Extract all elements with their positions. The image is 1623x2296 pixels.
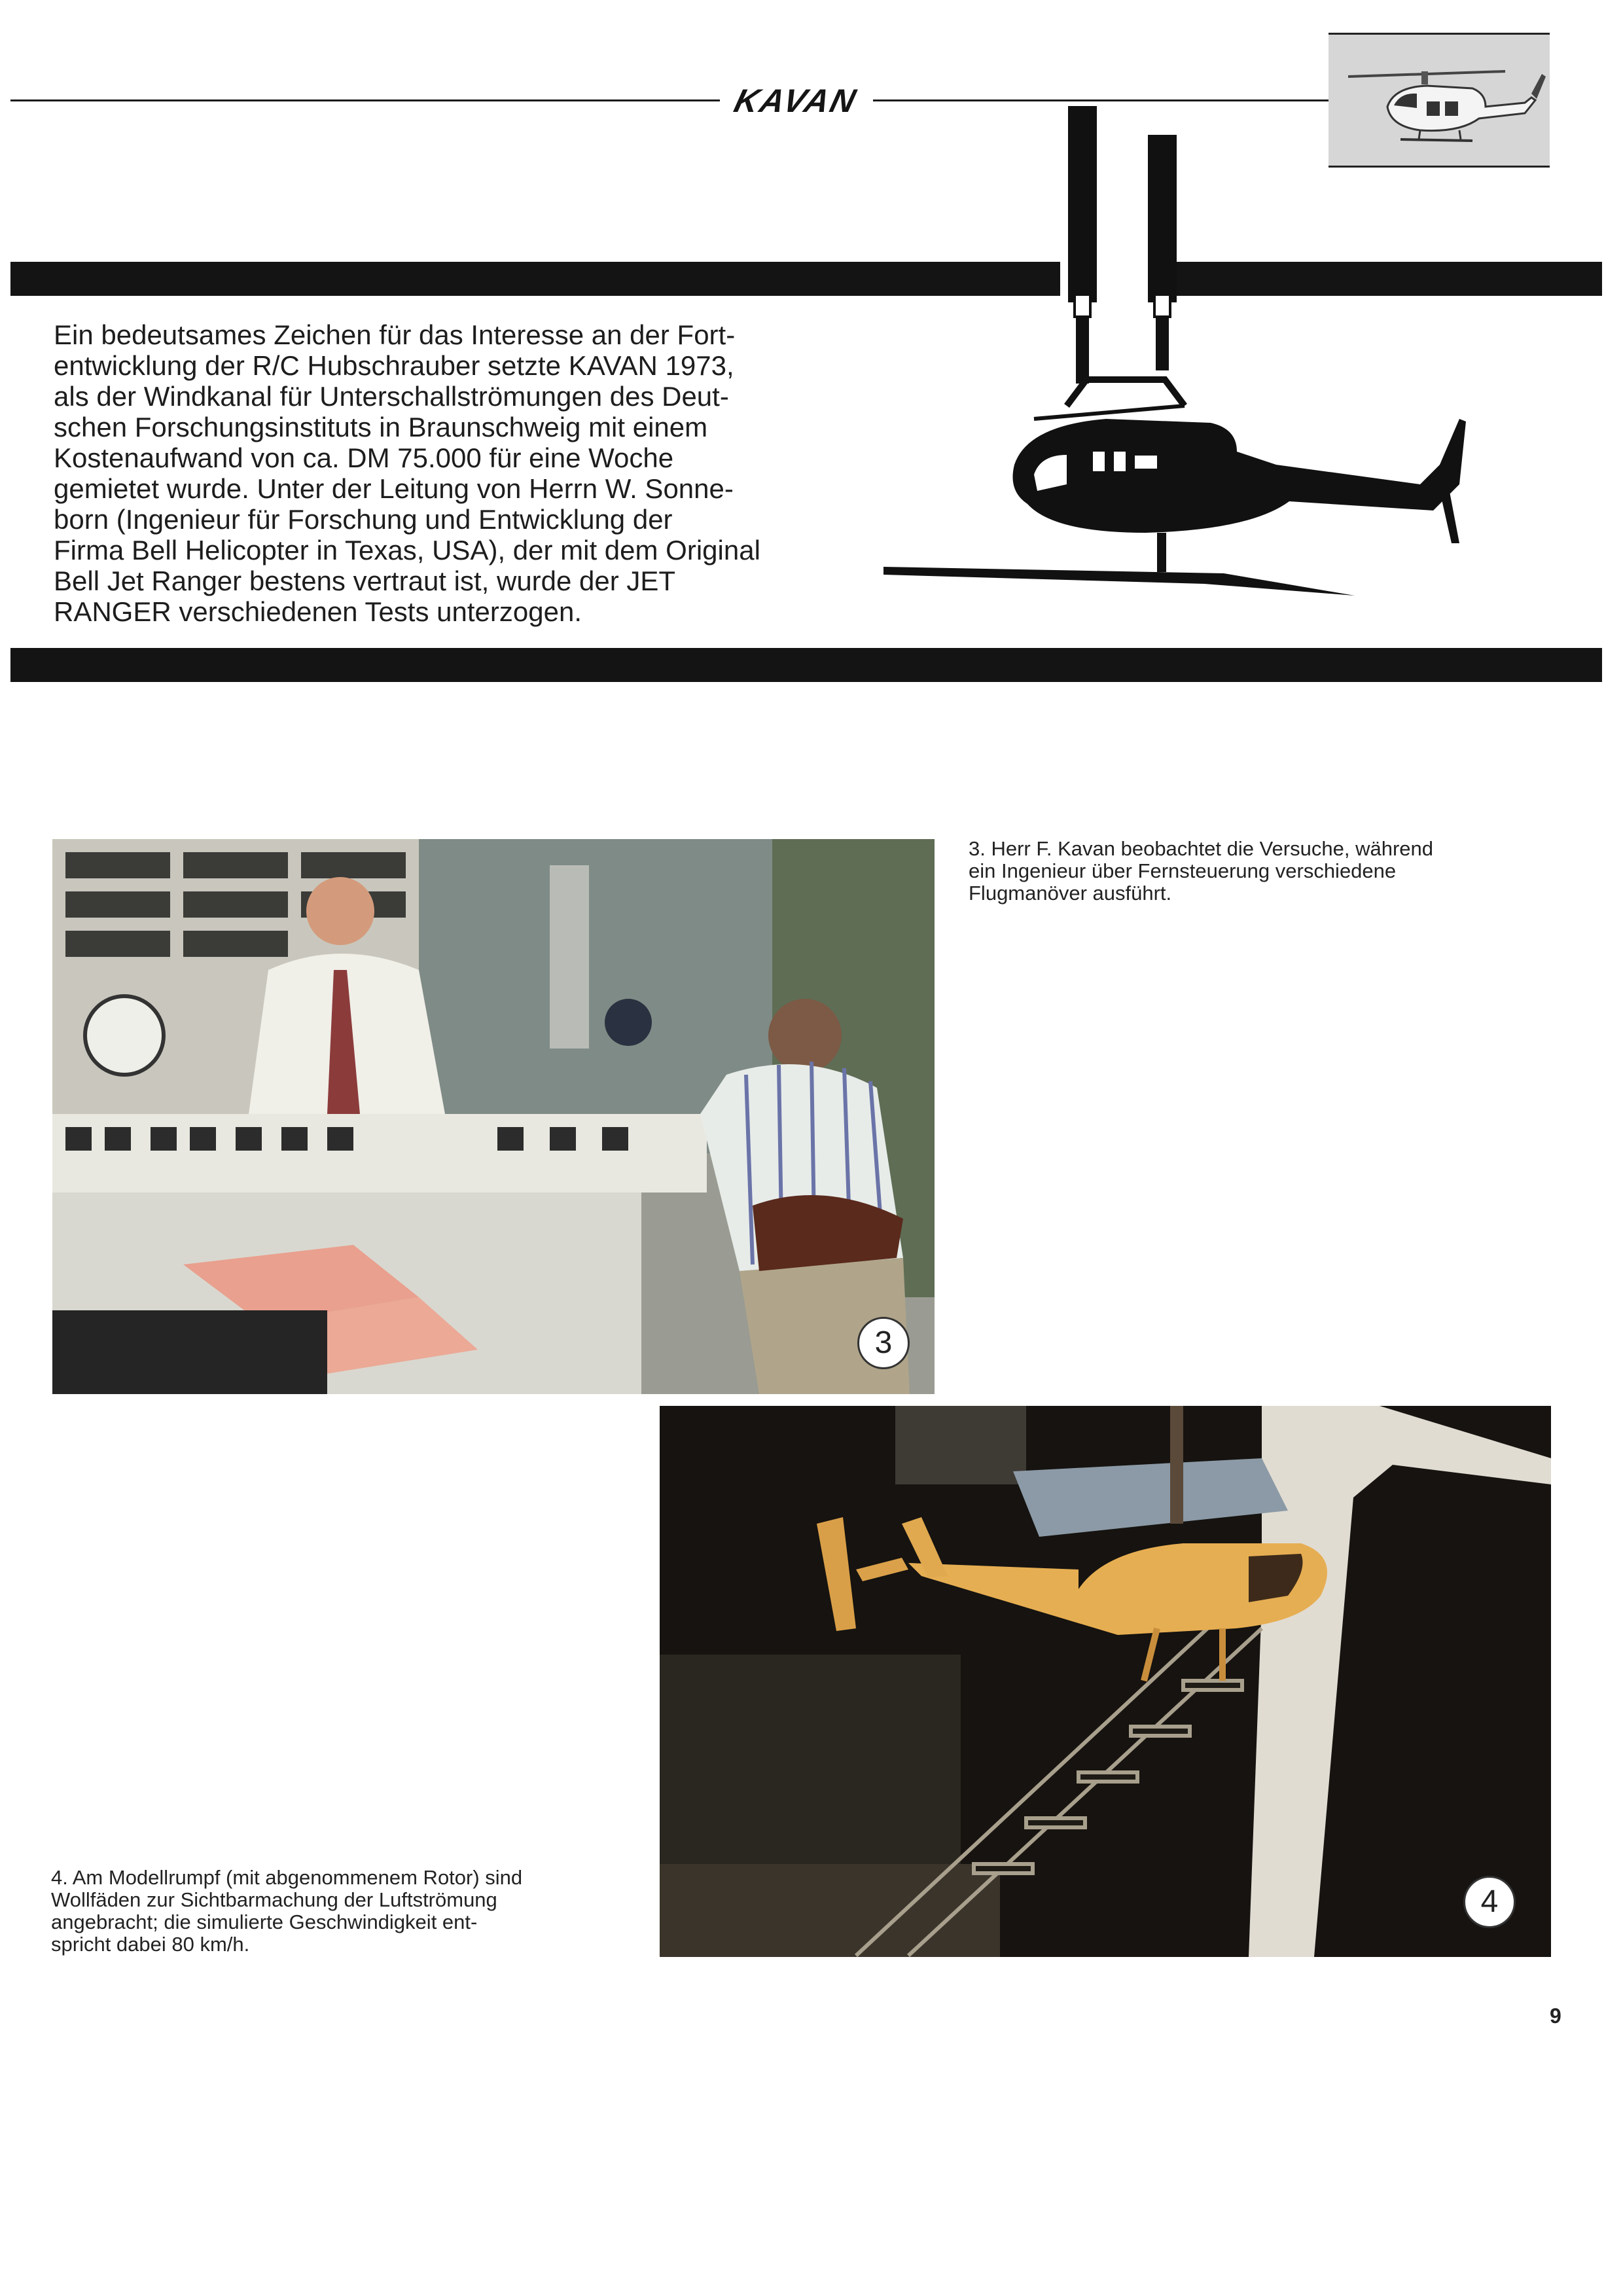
photo-control-room — [52, 839, 935, 1394]
page-number: 9 — [1550, 2004, 1561, 2028]
photo-wind-tunnel-model — [660, 1406, 1551, 1957]
intro-paragraph: Ein bedeutsames Zeichen für das Interesse an der Fort- entwicklung der R/C Hubschrauber setzte KAVAN 1973, als der Windkanal für Unterschallströmungen des Deut- schen Forschungsinstituts in Braunschweig mit einem Kostenaufwand von ca. DM 75.000 für eine Woche gemietet wurde. Unter der Leitung von Herrn W. Sonne- born (Ingenieur für Forschung und Entwicklung der Firma Bell Helicopter in Texas, USA), der mit dem Original Bell Jet Ranger bestens vertraut ist, wurde der JET RANGER verschiedenen Tests unterzogen. — [54, 319, 760, 627]
figure-4-badge: 4 — [1463, 1876, 1516, 1928]
figure-4-caption: 4. Am Modellrumpf (mit abgenommenem Rotor) sind Wollfäden zur Sichtbarmachung der Luftströmung angebracht; die simulierte Geschwindigkeit ent- spricht dabei 80 km/h. — [51, 1866, 523, 1956]
bottom-black-band — [10, 648, 1602, 682]
figure-3-caption: 3. Herr F. Kavan beobachtet die Versuche, während ein Ingenieur über Fernsteuerung verschiedene Flugmanöver ausführt. — [969, 837, 1433, 905]
header-rule-left — [10, 99, 720, 101]
helicopter-silhouette-illustration — [870, 98, 1479, 622]
figure-3-badge: 3 — [857, 1317, 910, 1369]
kavan-logo: KAVAN — [730, 82, 861, 119]
